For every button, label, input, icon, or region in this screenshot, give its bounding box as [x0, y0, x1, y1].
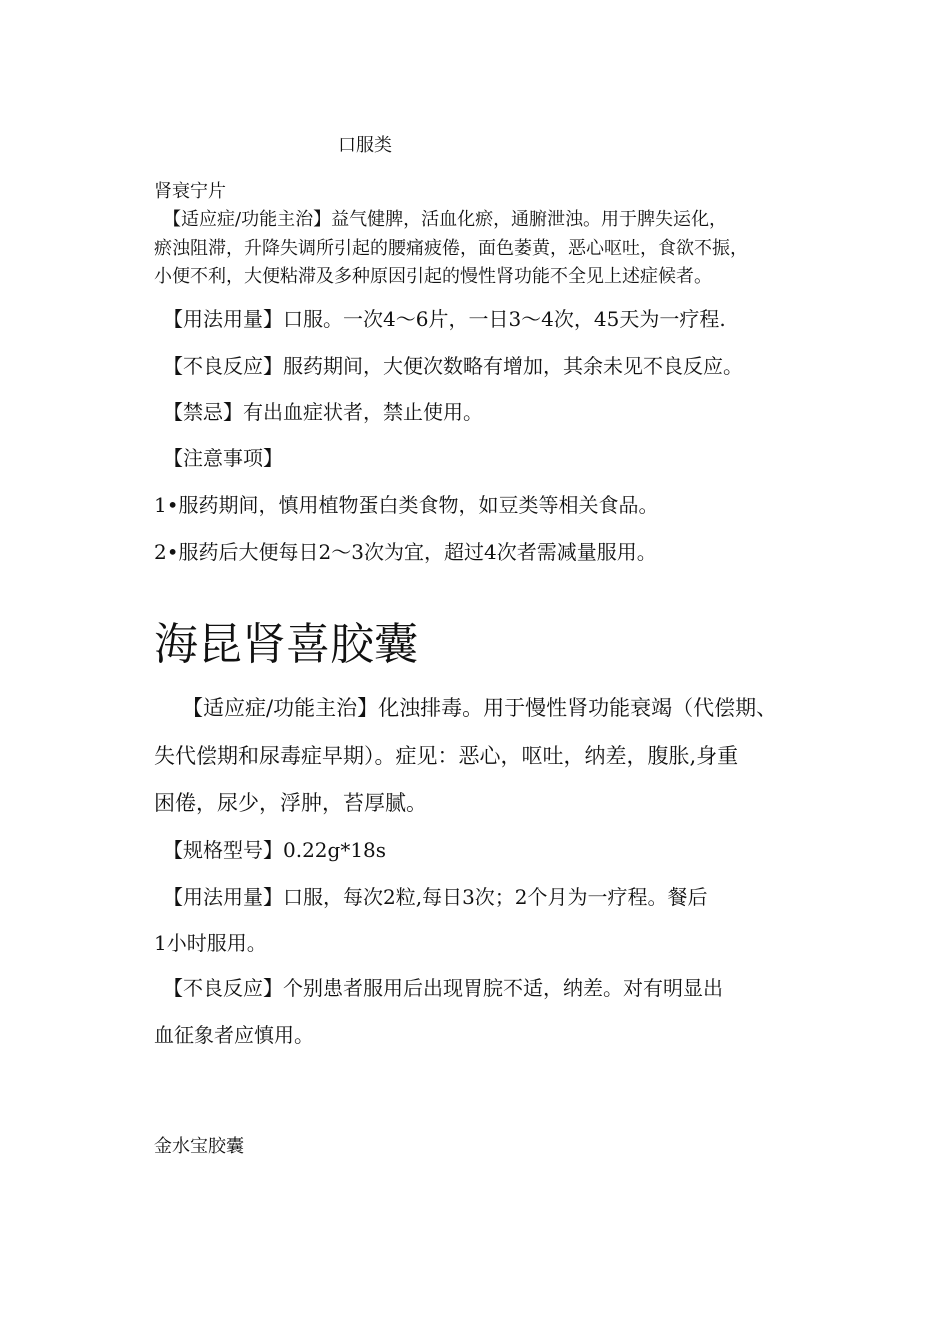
drug2-dosage-line: 【用法用量】口服，每次2粒,每日3次；2个月为一疗程。餐后	[163, 885, 708, 909]
drug2-adverse-line: 血征象者应慎用。	[154, 1023, 314, 1047]
drug1-adverse-reaction: 【不良反应】服药期间，大便次数略有增加，其余未见不良反应。	[163, 354, 743, 378]
drug1-indication-line: 【适应症/功能主治】益气健脾，活血化瘀，通腑泄浊。用于脾失运化，	[163, 209, 728, 230]
drug2-indication-line: 【适应症/功能主治】化浊排毒。用于慢性肾功能衰竭（代偿期、	[182, 696, 778, 720]
drug1-indication-line: 瘀浊阻滞，升降失调所引起的腰痛疲倦，面色萎黄，恶心呕吐，食欲不振，	[154, 238, 748, 259]
drug1-notes-heading: 【注意事项】	[163, 446, 283, 470]
drug2-specification: 【规格型号】0.22g*18s	[163, 838, 387, 862]
drug1-contraindication: 【禁忌】有出血症状者，禁止使用。	[163, 400, 483, 424]
drug2-adverse-line: 【不良反应】个别患者服用后出现胃脘不适，纳差。对有明显出	[163, 976, 723, 1000]
drug1-dosage: 【用法用量】口服。一次4～6片，一日3～4次，45天为一疗程.	[163, 307, 726, 331]
drug1-note-item: 1•服药期间，慎用植物蛋白类食物，如豆类等相关食品。	[154, 493, 659, 517]
drug2-dosage-line: 1小时服用。	[154, 931, 267, 955]
drug2-name: 海昆肾喜胶囊	[154, 619, 418, 670]
drug1-note-item: 2•服药后大便每日2～3次为宜，超过4次者需减量服用。	[154, 540, 657, 564]
drug2-indication-line: 困倦，尿少，浮肿，苔厚腻。	[154, 791, 427, 815]
drug1-indication-line: 小便不利，大便粘滞及多种原因引起的慢性肾功能不全见上述症候者。	[154, 266, 712, 287]
drug2-indication-line: 失代偿期和尿毒症早期）。症见：恶心，呕吐，纳差，腹胀,身重	[154, 744, 739, 768]
drug3-name: 金水宝胶囊	[154, 1136, 244, 1157]
section-heading: 口服类	[338, 135, 392, 156]
drug1-name: 肾衰宁片	[154, 181, 226, 202]
